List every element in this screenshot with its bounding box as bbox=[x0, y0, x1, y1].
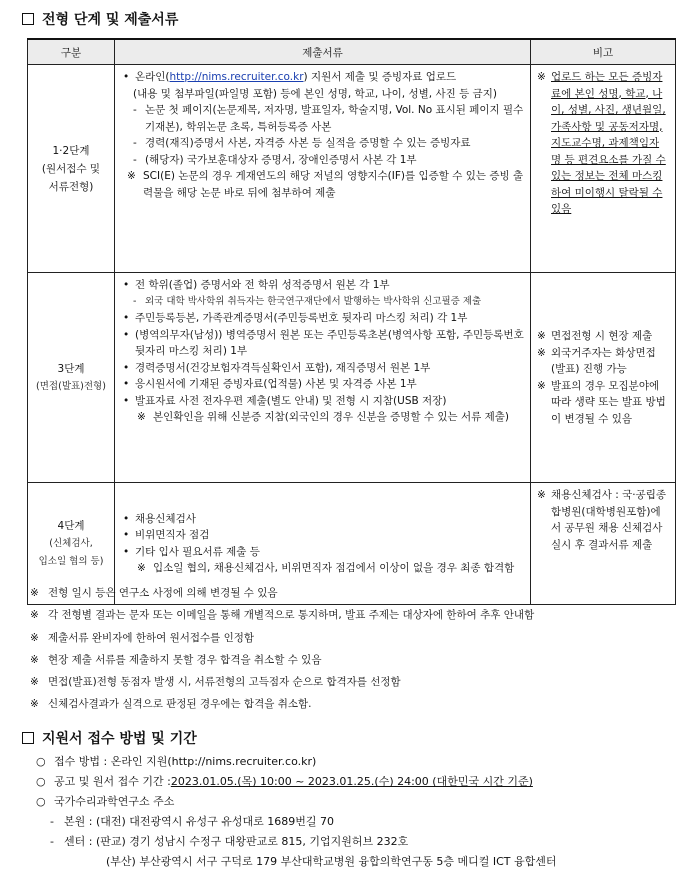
list-item: ○ 국가수리과학연구소 주소 bbox=[36, 795, 175, 808]
stage2-remarks bbox=[531, 273, 676, 483]
list-item: • 주민등록등본, 가족관계증명서(주민등록번호 뒷자리 마스킹 처리) 각 1부 bbox=[123, 312, 468, 324]
checkbox-square-icon bbox=[22, 13, 34, 25]
header-category: 구분 bbox=[28, 39, 115, 65]
table-row bbox=[28, 65, 676, 273]
stage2-documents bbox=[115, 273, 531, 483]
list-item: - 경력(재직)증명서 사본, 자격증 사본 등 실적을 증명할 수 있는 증빙자료 bbox=[133, 137, 471, 149]
address-center: - 센터 : (판교) 경기 성남시 수정구 대왕판교로 815, 기업지원허브 232호 bbox=[50, 835, 409, 848]
header-remarks: 비고 bbox=[531, 39, 676, 65]
list-item: • (병역의무자(남성)) 병역증명서 원본 또는 주민등록초본(병역사항 포함, 주민등록번호 뒷자리 마스킹 처리) 1부 bbox=[123, 328, 524, 357]
list-item: ○ 접수 방법 : 온라인 지원(http://nims.recruiter.co.kr) bbox=[36, 755, 317, 768]
remark-item: ※ 면접전형 시 현장 제출 bbox=[537, 330, 653, 342]
address-hq: - 본원 : (대전) 대전광역시 유성구 유성대로 1689번길 70 bbox=[50, 815, 335, 828]
note-item: ※ SCI(E) 논문의 경우 게재연도의 해당 저널의 영향지수(IF)를 입증할 수 있는 증빙 출력물을 해당 논문 바로 뒤에 첨부하여 제출 bbox=[127, 170, 524, 199]
checkbox-square-icon bbox=[22, 732, 34, 744]
list-item: • 온라인(http://nims.recruiter.co.kr) 지원서 제출 및 증빙자료 업로드 bbox=[123, 71, 457, 83]
stage3-remark: ※ 채용신체검사 : 국·공립종합병원(대학병원포함)에서 공무원 채용 신체검사 실시 후 결과서류 제출 bbox=[531, 483, 676, 605]
list-item: • 응시원서에 기재된 증빙자료(업적물) 사본 및 자격증 사본 1부 bbox=[123, 378, 417, 390]
list-item: • 채용신체검사 bbox=[123, 512, 196, 525]
list-item: • 발표자료 사전 전자우편 제출(별도 안내) 및 전형 시 지참(USB 저장) bbox=[123, 394, 447, 407]
list-item: ※ 신체검사결과가 실격으로 판정된 경우에는 합격을 취소함. bbox=[30, 698, 312, 711]
list-item: • 경력증명서(건강보험자격득실확인서 포함), 재직증명서 원본 1부 bbox=[123, 361, 431, 374]
upload-restriction-text: (내용 및 첨부파일(파일명 포함) 등에 본인 성명, 학교, 나이, 성별, 사진 등 금지) bbox=[133, 87, 497, 100]
remark-item: ※ 외국거주자는 화상면접(발표) 진행 가능 bbox=[537, 346, 656, 375]
application-info bbox=[36, 752, 676, 872]
note-item: ※ 입소일 협의, 채용신체검사, 비위면직자 점검에서 이상이 없을 경우 최종 합격함 bbox=[137, 562, 515, 574]
stage1-documents bbox=[115, 65, 531, 273]
list-item: ※ 현장 제출 서류를 제출하지 못할 경우 합격을 취소할 수 있음 bbox=[30, 653, 322, 666]
stage1-remark: ※ 업로드 하는 모든 증빙자료에 본인 성명, 학교, 나이, 성별, 사진, 생년월일, 가족사항 및 공동저자명, 지도교수명, 과제책임자명 등 편견요소를 가질 수 있는 정보는 전체 마스킹하여 미이행시 탈락될 수 있음 bbox=[531, 65, 676, 273]
list-item: ○ 공고 및 원서 접수 기간 : 2023.01.05.(목) 10:00 ~ 2023.01.25.(수) 24:00 (대한민국 시간 기준) bbox=[36, 772, 676, 792]
list-item: - 외국 대학 박사학위 취득자는 한국연구재단에서 발행하는 박사학위 신고필증 제출 bbox=[133, 295, 482, 307]
list-item: ※ 전형 일시 등은 연구소 사정에 의해 변경될 수 있음 bbox=[30, 587, 278, 599]
stages-table bbox=[27, 38, 676, 605]
list-item: - (해당자) 국가보훈대상자 증명서, 장애인증명서 사본 각 1부 bbox=[133, 153, 417, 166]
header-documents: 제출서류 bbox=[115, 39, 531, 65]
section-title-application: 지원서 접수 방법 및 기간 bbox=[22, 728, 197, 748]
list-item: • 비위면직자 점검 bbox=[123, 529, 210, 541]
address-busan: (부산) 부산광역시 서구 구덕로 179 부산대학교병원 융합의학연구동 5층 메디컬 ICT 융합센터 bbox=[106, 855, 557, 868]
list-item: ※ 제출서류 완비자에 한하여 원서접수를 인정함 bbox=[30, 631, 255, 644]
note-item: ※ 본인확인을 위해 신분증 지참(외국인의 경우 신분을 증명할 수 있는 서류 제출) bbox=[137, 411, 510, 423]
list-item: • 전 학위(졸업) 증명서와 전 학위 성적증명서 원본 각 1부 bbox=[123, 279, 390, 291]
table-row bbox=[28, 273, 676, 483]
stage-label-2: 3단계 (면접(발표)전형) bbox=[28, 273, 115, 483]
stage-label-3: 4단계 (신체검사, 입소일 협의 등) bbox=[28, 483, 115, 605]
list-item: • 기타 입사 필요서류 제출 등 bbox=[123, 545, 260, 558]
application-period: 2023.01.05.(목) 10:00 ~ 2023.01.25.(수) 24:00 (대한민국 시간 기준) bbox=[170, 775, 533, 788]
remark-item: ※ 발표의 경우 모집분야에 따라 생략 또는 발표 방법이 변경될 수 있음 bbox=[537, 379, 666, 425]
list-item: ※ 각 전형별 결과는 문자 또는 이메일을 통해 개별적으로 통지하며, 발표 주제는 대상자에 한하여 추후 안내함 bbox=[30, 609, 535, 622]
general-notes bbox=[30, 582, 675, 716]
section-title-stages: 전형 단계 및 제출서류 bbox=[22, 9, 178, 29]
list-item: - 논문 첫 페이지(논문제목, 저자명, 발표일자, 학술지명, Vol. No 표시된 페이지 필수 기재본), 학위논문 초록, 특허등록증 사본 bbox=[133, 104, 524, 133]
stage-label-1: 1·2단계 (원서접수 및 서류전형) bbox=[28, 65, 115, 273]
table-header-row bbox=[28, 39, 676, 65]
list-item: ※ 면접(발표)전형 동점자 발생 시, 서류전형의 고득점자 순으로 합격자를 선정함 bbox=[30, 676, 401, 689]
recruiter-link[interactable]: http://nims.recruiter.co.kr bbox=[169, 71, 304, 83]
